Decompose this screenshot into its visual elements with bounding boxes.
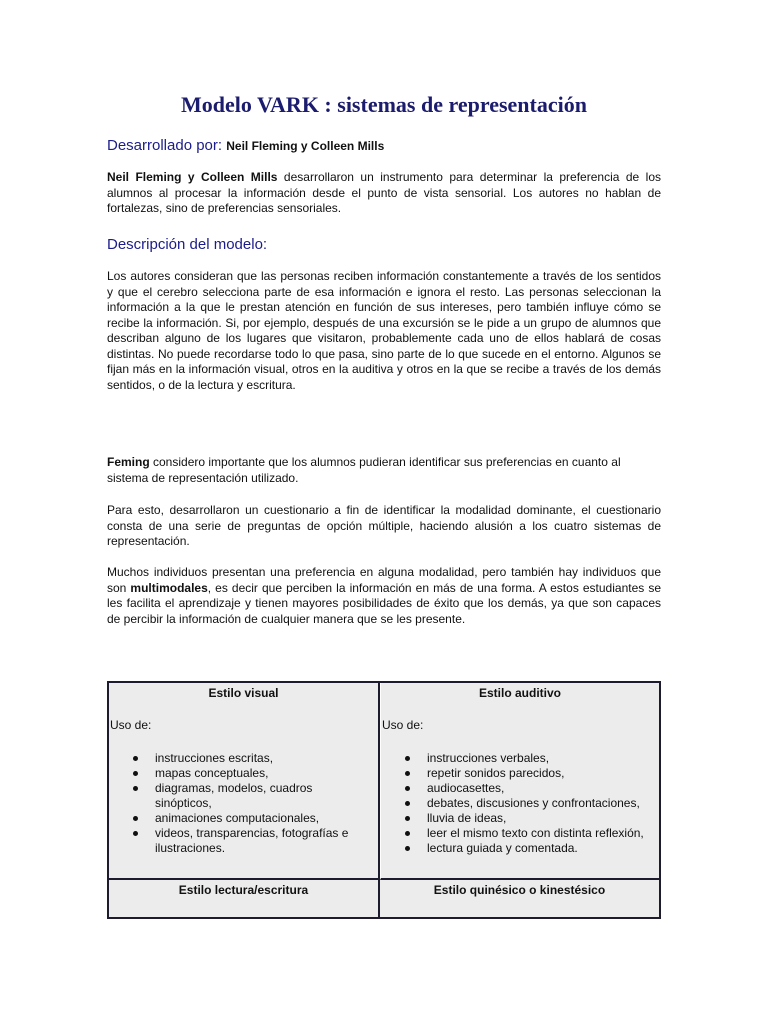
cuestionario-paragraph: Para esto, desarrollaron un cuestionario a fin de identificar la modalidad dominante, el cuestionario consta de una serie de preguntas de opción múltiple, haciendo alusión a los cuatro sistemas de representación. bbox=[107, 503, 661, 548]
auditivo-list bbox=[381, 751, 657, 856]
visual-uso: Uso de: bbox=[110, 718, 152, 732]
list-item: leer el mismo texto con distinta reflexión, bbox=[427, 826, 657, 841]
feming-name: Feming bbox=[107, 455, 150, 469]
intro-text: desarrollaron un instrumento para determinar la preferencia de los alumnos al procesar la información desde el punto de vista sensorial. Los autores no hablan de fortalezas, sino de preferencias sensoriales. bbox=[107, 170, 661, 215]
multimodal-bold: multimodales bbox=[130, 580, 208, 595]
auditivo-uso: Uso de: bbox=[382, 718, 424, 732]
list-item: repetir sonidos parecidos, bbox=[427, 766, 657, 781]
styles-table bbox=[107, 681, 661, 919]
list-item: lluvia de ideas, bbox=[427, 811, 657, 826]
cell-visual bbox=[109, 683, 380, 880]
visual-list bbox=[109, 751, 365, 856]
developed-label: Desarrollado por: bbox=[107, 137, 223, 154]
list-item: diagramas, modelos, cuadros sinópticos, bbox=[155, 781, 365, 811]
description-heading: Descripción del modelo: bbox=[107, 236, 268, 253]
multimodal-paragraph bbox=[107, 565, 661, 627]
visual-title: Estilo visual bbox=[208, 686, 279, 700]
cell-auditivo bbox=[380, 683, 659, 880]
list-item: instrucciones verbales, bbox=[427, 751, 657, 766]
list-item: lectura guiada y comentada. bbox=[427, 841, 657, 856]
feming-text: considero importante que los alumnos pudieran identificar sus preferencias en cuanto al sistema de representación utilizado. bbox=[107, 455, 621, 485]
auditivo-title: Estilo auditivo bbox=[478, 686, 561, 700]
description-paragraph: Los autores consideran que las personas reciben información constantemente a través de los sentidos y que el cerebro selecciona parte de esa información e ignora el resto. Las personas seleccionan la información a la que le prestan atención en función de sus intereses, pero también influye cómo se recibe la información. Si, por ejemplo, después de una excursión se le pide a un grupo de alumnos que describan alguno de los lugares que visitaron, probablemente cada uno de ellos hablará de cosas distintas. No puede recordarse todo lo que pasa, sino parte de lo que sucede en el entorno. Algunos se fijan más en la información visual, otros en la auditiva y otros en la que se recibe a través de los demás sentidos, o de la lectura y escritura. bbox=[107, 269, 661, 392]
list-item: videos, transparencias, fotografías e ilustraciones. bbox=[155, 826, 365, 856]
cell-lectura bbox=[109, 880, 380, 917]
lectura-title: Estilo lectura/escritura bbox=[178, 883, 309, 897]
intro-paragraph bbox=[107, 170, 661, 217]
list-item: audiocasettes, bbox=[427, 781, 657, 796]
list-item: mapas conceptuales, bbox=[155, 766, 365, 781]
cell-kinestesico bbox=[380, 880, 659, 917]
page-title: Modelo VARK : sistemas de representación bbox=[181, 92, 587, 117]
developed-heading bbox=[107, 137, 384, 154]
list-item: animaciones computacionales, bbox=[155, 811, 365, 826]
multimodal-after: , es decir que perciben la información en más de una forma. A estos estudiantes se les facilita el aprendizaje y tienen mayores posibilidades de éxito que los demás, ya que son capaces de percibir la información de cualquier manera que se les presente. bbox=[107, 580, 661, 626]
kinestesico-title: Estilo quinésico o kinestésico bbox=[433, 883, 606, 897]
list-item: debates, discusiones y confrontaciones, bbox=[427, 796, 657, 811]
developed-authors: Neil Fleming y Colleen Mills bbox=[226, 139, 385, 153]
intro-authors: Neil Fleming y Colleen Mills bbox=[107, 170, 278, 184]
feming-paragraph bbox=[107, 455, 661, 486]
multimodal-before: Muchos individuos presentan una preferencia en alguna modalidad, pero también hay individuos que son bbox=[107, 565, 661, 595]
list-item: instrucciones escritas, bbox=[155, 751, 365, 766]
